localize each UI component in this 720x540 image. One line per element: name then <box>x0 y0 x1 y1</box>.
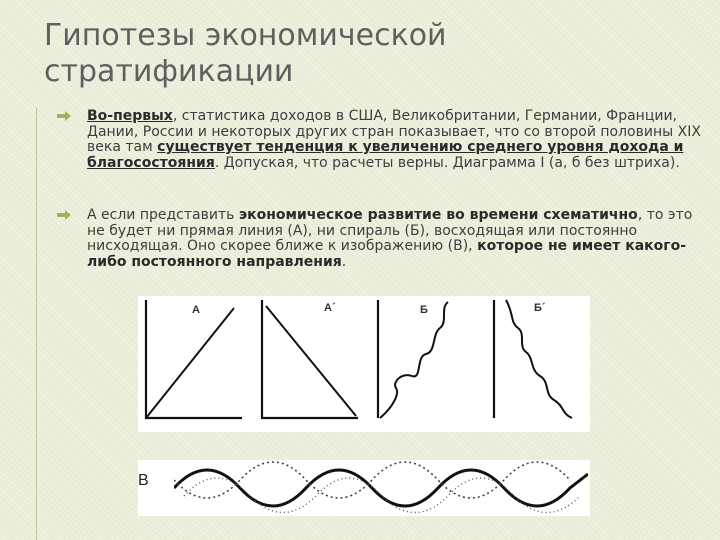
diagram-a-prime-graphic <box>254 296 364 432</box>
title-line-2: стратификации <box>44 54 294 89</box>
arrow-bullet-icon <box>57 111 71 121</box>
diagram-a <box>138 296 248 432</box>
diagram-b-prime-graphic <box>486 296 596 432</box>
diagram-b-label: Б <box>420 304 428 316</box>
bullet-2-emphasis-a: экономическое развитие во времени схематично <box>238 207 638 223</box>
diagram-b-graphic <box>370 296 480 432</box>
diagram-v-label: В <box>138 472 149 489</box>
bullet-2-text-c: . <box>341 253 347 270</box>
accent-divider <box>36 108 37 540</box>
title-line-1: Гипотезы экономической <box>44 18 447 53</box>
diagram-v <box>138 460 590 516</box>
diagram-a-prime-label: А´ <box>324 302 336 314</box>
bullet-2-text <box>87 208 713 270</box>
bullet-1-lead: Во-первых <box>87 108 173 124</box>
bullet-1-text-a: , статистика доходов в США, Великобритании, Германии, Франции, Дании, России и некоторых других стран показывает, что со второй половины XIX века там <box>87 108 701 155</box>
diagram-b-prime <box>486 296 596 432</box>
slide-title <box>44 18 684 90</box>
arrow-bullet-icon <box>57 210 71 220</box>
diagram-b <box>370 296 480 432</box>
diagram-v-graphic <box>174 460 588 516</box>
bullet-2-text-b: , то это не будет ни прямая линия (А), ни спираль (Б), восходящая или постоянно нисходящая. Оно скорее ближе к изображению (В), <box>87 207 693 254</box>
diagram-a-graphic <box>138 296 248 432</box>
diagram-a-prime <box>254 296 364 432</box>
bullet-1-text <box>87 109 713 171</box>
bullet-2-emphasis-b: которое не имеет какого-либо постоянного направления <box>87 238 687 270</box>
bullet-1-text-b: . Допуская, что расчеты верны. Диаграмма I (а, б без штриха). <box>214 154 680 171</box>
bullet-1 <box>63 109 713 171</box>
bullet-2 <box>63 208 713 270</box>
development-diagrams <box>138 296 590 432</box>
bullet-2-text-a: А если представить <box>87 207 239 223</box>
diagram-a-label: А <box>192 304 200 316</box>
diagram-b-prime-label: Б´ <box>534 302 546 314</box>
bullet-1-emphasis: существует тенденция к увеличению среднего уровня дохода и благосостояния <box>87 139 684 171</box>
